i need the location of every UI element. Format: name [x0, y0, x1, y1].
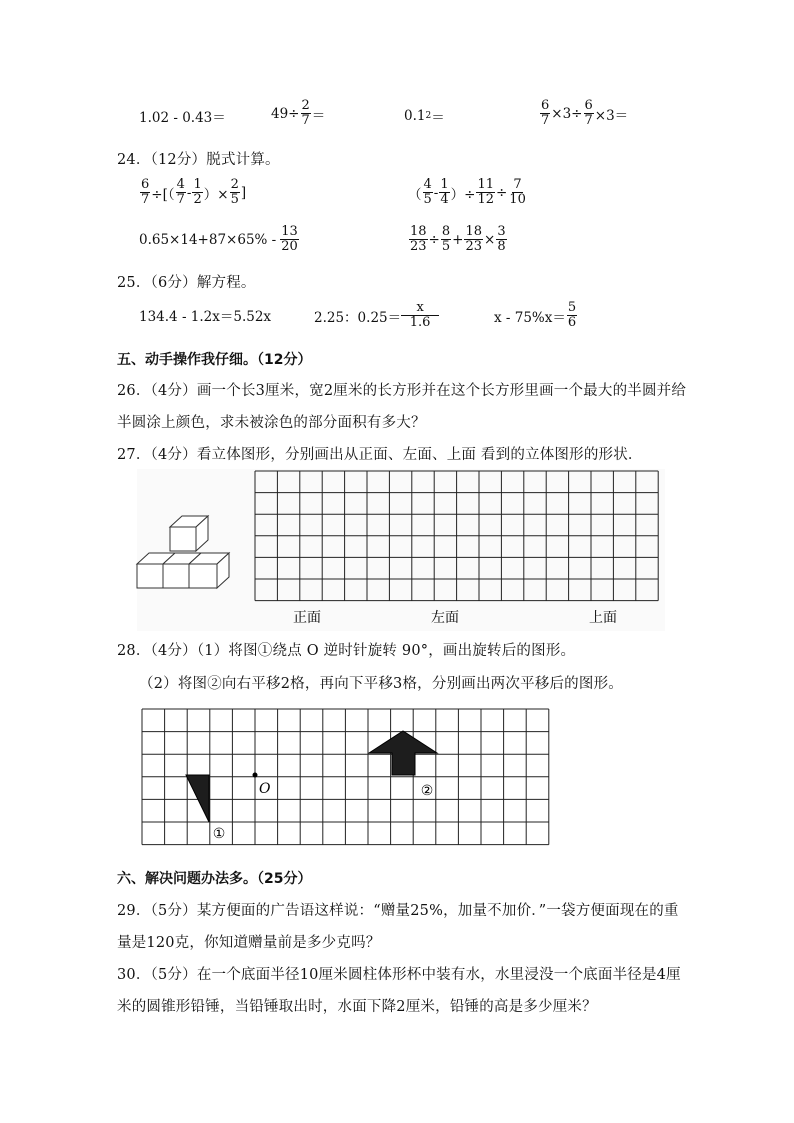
calc-1-text: 1.02 - 0.43＝: [139, 110, 226, 126]
calc-1: [139, 106, 226, 126]
denominator: 7: [584, 113, 593, 128]
fraction: [176, 178, 186, 207]
fraction: [476, 178, 495, 207]
fraction: [230, 178, 240, 207]
operator: ÷[（: [151, 186, 175, 203]
denominator: 10: [509, 192, 526, 207]
calc-3-exponent: 2: [425, 111, 432, 121]
shape-1-label: ①: [212, 826, 226, 842]
q24-expr-b: [408, 178, 528, 207]
cube-front-face: [170, 527, 196, 551]
q30-line-1: 30．（5分）在一个底面半径10厘米圆柱体形杯中装有水，水里浸没一个底面半径是4厘: [117, 967, 681, 983]
numerator: x: [401, 301, 439, 316]
calc-4: [539, 99, 628, 128]
expression-text: 0.65×14+87×65% -: [139, 231, 277, 248]
operator: -: [186, 184, 192, 201]
q25-eq-2: [314, 301, 439, 330]
operator: ]: [240, 184, 247, 201]
cube-front-face: [137, 564, 163, 588]
fraction: [584, 99, 594, 128]
q27-line-1: 27．（4分）看立体图形，分别画出从正面、左面、上面 看到的立体图形的形状．: [117, 447, 643, 463]
section-6-heading: 六、解决问题办法多。（25分）: [117, 871, 312, 887]
q24-expr-c: [139, 225, 300, 254]
fraction: [192, 178, 202, 207]
operator: +: [452, 231, 464, 248]
fraction: [140, 178, 150, 207]
denominator: 5: [423, 192, 432, 207]
point-o: [253, 773, 258, 778]
numerator: 6: [584, 98, 593, 113]
numerator: 7: [513, 177, 522, 192]
denominator: 12: [477, 192, 494, 207]
label-front-view: 正面: [293, 610, 321, 626]
equation-text: 2.25：0.25＝: [314, 309, 402, 326]
q25-title: 25．（6分）解方程。: [117, 275, 256, 291]
shape-2-arrow: [369, 731, 437, 775]
denominator: 23: [465, 239, 482, 254]
fraction: [280, 225, 299, 254]
calc-3-suffix: ＝: [431, 110, 445, 126]
q28-figure: [141, 707, 553, 847]
denominator: 7: [301, 113, 310, 128]
numerator: 18: [465, 224, 482, 239]
q25-eq-3: [494, 301, 578, 330]
operator: ）÷: [450, 186, 476, 203]
fraction: [402, 301, 438, 330]
q25-eq-1: [139, 305, 271, 325]
q29-line-2: 量是120克，你知道赠量前是多少克吗？: [117, 935, 381, 951]
section-5-heading: 五、动手操作我仔细。（12分）: [117, 352, 312, 368]
q30-line-2: 米的圆锥形铅锤，当铅锤取出时，水面下降2厘米，铅锤的高是多少厘米？: [117, 999, 597, 1015]
numerator: 3: [497, 224, 506, 239]
q27-figure: [137, 469, 665, 631]
q24-expr-d: [408, 225, 508, 254]
operator: ×3＝: [594, 107, 629, 124]
operator: ×: [484, 231, 496, 248]
calc-2-suffix: ＝: [311, 107, 326, 124]
numerator: 8: [441, 224, 451, 239]
operator: （: [408, 186, 422, 203]
calc-3: [404, 106, 445, 126]
numerator: 4: [176, 177, 185, 192]
denominator: 8: [497, 239, 506, 254]
operator: ）×: [203, 186, 229, 203]
label-left-view: 左面: [431, 610, 459, 626]
q24-expr-a: [139, 178, 246, 207]
calc-2: [271, 99, 325, 128]
numerator: 6: [141, 177, 150, 192]
equation-text: x - 75%x＝: [494, 309, 566, 326]
denominator: 5: [441, 239, 451, 254]
operator: ×3÷: [551, 105, 583, 122]
point-o-label: O: [259, 781, 271, 797]
fraction: [540, 99, 550, 128]
calc-3-base: 0.1: [404, 108, 426, 124]
denominator: 5: [230, 192, 239, 207]
numerator: 5: [567, 300, 577, 315]
numerator: 6: [541, 98, 550, 113]
denominator: 6: [567, 315, 577, 330]
denominator: 4: [440, 192, 449, 207]
calc-2-prefix: 49÷: [271, 105, 300, 122]
label-top-view: 上面: [589, 610, 617, 626]
fraction: [508, 178, 527, 207]
denominator: 7: [176, 192, 185, 207]
figure-background: [137, 469, 665, 631]
operator: -: [433, 184, 439, 201]
numerator: 1: [440, 177, 449, 192]
denominator: 1.6: [409, 315, 431, 330]
equation-text: 134.4 - 1.2x＝5.52x: [139, 309, 272, 325]
fraction: [439, 178, 449, 207]
denominator: 20: [281, 239, 298, 254]
fraction: [567, 301, 577, 330]
numerator: 13: [281, 224, 298, 239]
denominator: 23: [410, 239, 427, 254]
q28-line-1: 28．（4分）（1）将图①绕点 O 逆时针旋转 90°，画出旋转后的图形。: [117, 643, 576, 659]
fraction: [464, 225, 483, 254]
q28-line-2: （2）将图②向右平移2格，再向下平移3格，分别画出两次平移后的图形。: [139, 676, 623, 692]
denominator: 2: [193, 192, 202, 207]
shape-1-triangle: [186, 775, 209, 822]
operator: ÷: [428, 231, 440, 248]
numerator: 4: [423, 177, 432, 192]
cube-front-face: [189, 564, 217, 588]
fraction: [301, 99, 311, 128]
numerator: 18: [410, 224, 427, 239]
operator: ÷: [495, 184, 508, 201]
fraction: [423, 178, 433, 207]
numerator: 2: [230, 177, 239, 192]
fraction: [441, 225, 451, 254]
denominator: 7: [141, 192, 150, 207]
numerator: 11: [477, 177, 494, 192]
q26-line-2: 半圆涂上颜色，求未被涂色的部分面积有多大？: [117, 415, 426, 431]
q24-title: 24．（12分）脱式计算。: [117, 152, 280, 168]
numerator: 1: [193, 177, 202, 192]
numerator: 2: [301, 98, 310, 113]
cube-front-face: [163, 564, 189, 588]
q29-line-1: 29．（5分）某方便面的广告语这样说：“赠量25%，加量不加价．”一袋方便面现在的重: [117, 903, 679, 919]
shape-2-label: ②: [420, 783, 434, 799]
q26-line-1: 26．（4分）画一个长3厘米，宽2厘米的长方形并在这个长方形里画一个最大的半圆并给: [117, 383, 687, 399]
fraction: [496, 225, 506, 254]
fraction: [409, 225, 428, 254]
denominator: 7: [541, 113, 550, 128]
